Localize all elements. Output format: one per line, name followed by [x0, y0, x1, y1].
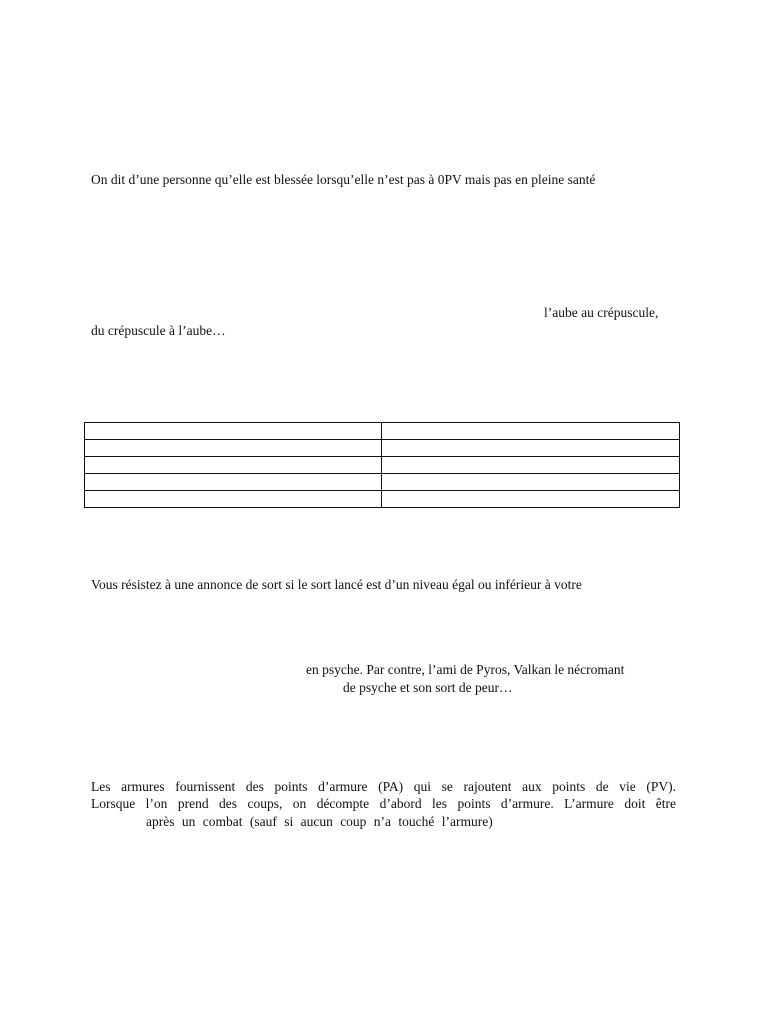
table-row: [85, 440, 680, 457]
table-cell: [382, 423, 680, 440]
paragraph-psyche-line-2: de psyche et son sort de peur…: [343, 680, 513, 695]
paragraph-armure-line-3: après un combat (sauf si aucun coup n’a touché l’armure): [146, 814, 493, 829]
table-row: [85, 491, 680, 508]
table-cell: [382, 474, 680, 491]
table-cell: [85, 474, 382, 491]
paragraph-aube-line-1: l’aube au crépuscule,: [544, 305, 659, 320]
table-cell: [382, 457, 680, 474]
paragraph-blesse: On dit d’une personne qu’elle est blessée lorsqu’elle n’est pas à 0PV mais pas en pleine santé: [91, 172, 596, 187]
table-cell: [85, 457, 382, 474]
table-cell: [85, 423, 382, 440]
table-cell: [85, 491, 382, 508]
table-cell: [85, 440, 382, 457]
empty-table: [84, 422, 680, 508]
table-cell: [382, 440, 680, 457]
paragraph-armure-line-2: Lorsque l’on prend des coups, on décompte d’abord les points d’armure. L’armure doit être: [91, 796, 676, 811]
table-cell: [382, 491, 680, 508]
table-row: [85, 423, 680, 440]
paragraph-aube-line-2: du crépuscule à l’aube…: [91, 323, 226, 338]
paragraph-resistance: Vous résistez à une annonce de sort si le sort lancé est d’un niveau égal ou inférieur à votre: [91, 577, 582, 592]
table-row: [85, 474, 680, 491]
paragraph-armure-line-1: Les armures fournissent des points d’armure (PA) qui se rajoutent aux points de vie (PV).: [91, 779, 676, 794]
table-row: [85, 457, 680, 474]
paragraph-psyche-line-1: en psyche. Par contre, l’ami de Pyros, Valkan le nécromant: [306, 662, 625, 677]
